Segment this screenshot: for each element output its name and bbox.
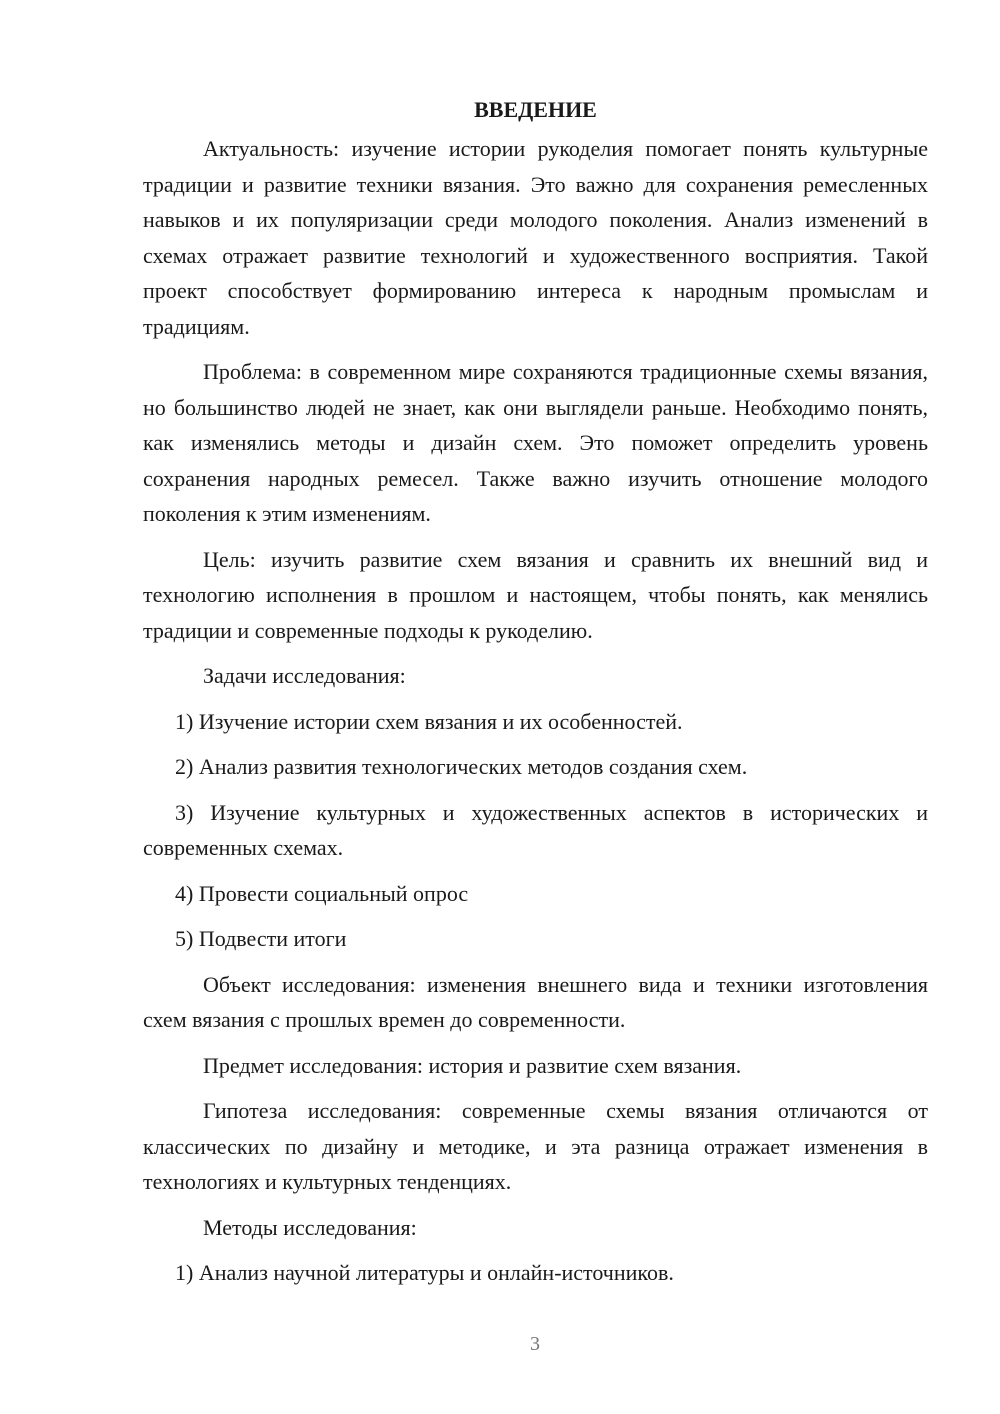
task-item: 3) Изучение культурных и художественных аспектов в исторических и современных схемах.: [143, 799, 928, 860]
subject-paragraph: Предмет исследования: история и развитие схем вязания.: [203, 1052, 742, 1078]
task-item: 5) Подвести итоги: [175, 926, 347, 951]
tasks-label: Задачи исследования:: [203, 663, 406, 688]
relevance-paragraph: Актуальность: изучение истории рукоделия помогает понять культурные традиции и развитие техники вязания. Это важно для сохранения ремесленных навыков и их популяризации среди молодого поколения. Анализ изменений в схемах отражает развитие технологий и художественного восприятия. Такой проект способствует формированию интереса к народным промыслам и традициям.: [143, 136, 928, 339]
method-item: 1) Анализ научной литературы и онлайн-источников.: [175, 1260, 674, 1285]
methods-label: Методы исследования:: [203, 1214, 417, 1240]
page-number: 3: [530, 1333, 540, 1355]
problem-paragraph: Проблема: в современном мире сохраняются традиционные схемы вязания, но большинство людей не знает, как они выглядели раньше. Необходимо понять, как изменялись методы и дизайн схем. Это поможет определить уровень сохранения народных ремесел. Также важно изучить отношение молодого поколения к этим изменениям.: [143, 359, 928, 526]
hypothesis-paragraph: Гипотеза исследования: современные схемы вязания отличаются от классических по дизайну и методике, и эта разница отражает изменения в технологиях и культурных тенденциях.: [143, 1098, 928, 1194]
section-heading: ВВЕДЕНИЕ: [474, 97, 597, 122]
task-item: 1) Изучение истории схем вязания и их особенностей.: [175, 708, 683, 734]
document-page: [143, 92, 928, 1301]
task-item: 2) Анализ развития технологических методов создания схем.: [175, 754, 748, 779]
task-item: 4) Провести социальный опрос: [175, 880, 469, 906]
object-paragraph: Объект исследования: изменения внешнего вида и техники изготовления схем вязания с прошлых времен до современности.: [143, 971, 928, 1032]
goal-paragraph: Цель: изучить развитие схем вязания и сравнить их внешний вид и технологию исполнения в прошлом и настоящем, чтобы понять, как менялись традиции и современные подходы к рукоделию.: [143, 546, 928, 643]
